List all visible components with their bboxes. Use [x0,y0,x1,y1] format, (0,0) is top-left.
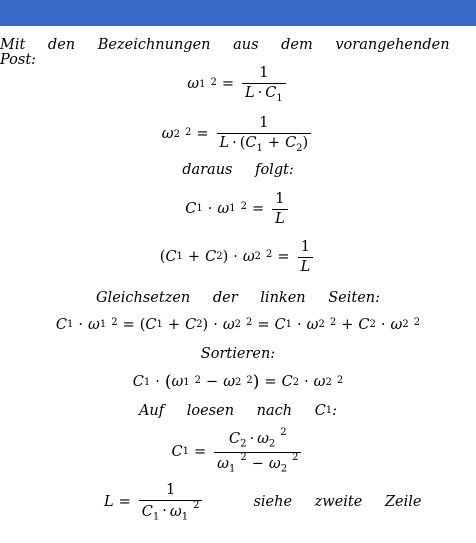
equation-solution-c1: C 1 = $\frac{C_2 \cdot \omega_2^2}{\omega_1^2 - \omega_2^2}$ [0,430,476,474]
equation-c1-omega1: C 1 · ω 1 $^2$ = $\frac{1}{L}$ [0,192,476,226]
aufloesen-text: Auf loesen nach C 1 : [138,403,338,419]
omega-symbol: ω [187,76,200,93]
header-bar [0,0,476,26]
equation-c12-omega2: ( C 1 + C 2 ) · ω 2 $^2$ = $\frac{1}{L}$ [0,240,476,274]
intro-text [0,38,476,67]
fraction: $\frac{C_2 \cdot \omega_2^2}{\omega_1^2 - \omega_2^2}$ [214,430,301,474]
equation-omega2: ω 2 $^2$ = $\frac{1}{L \cdot (C_1 + C_2)}$ [0,116,476,153]
fraction: $\frac{1}{L}$ [272,192,288,226]
daraus-folgt-text: daraus folgt: [182,162,294,178]
fraction: $\frac{1}{L}$ [298,240,314,274]
sortieren-text: Sortieren: [200,346,276,362]
fraction: $\frac{1}{C_1 \cdot \omega_1^2}$ [139,483,203,522]
fraction: $\frac{1}{L \cdot (C_1 + C_2)}$ [217,116,312,153]
intro-label: Mit den Bezeichnungen aus dem vorangehenden Post: [0,37,450,68]
equation-sorted: C 1 · ( ω 1 $^2$ − ω 2 $^2$ ) = C 2 · ω 2 $^2$ [132,372,344,392]
equation-combined: C 1 · ω 1 $^2$ = ( C 1 + C 2 ) · ω 2 $^2$ = C 1 · ω 2 $^2$ + C 2 · ω 2 $^2$ [55,317,421,333]
fraction: $\frac{1}{L \cdot C_1}$ [242,66,286,103]
equation-omega1: ω 1 $^2$ = $\frac{1}{L \cdot C_1}$ [0,66,476,103]
equation-l: L = $\frac{1}{C_1 \cdot \omega_1^2}$ siehe zweite Zeile [104,482,422,523]
gleichsetzen-text: Gleichsetzen der linken Seiten: [95,290,381,306]
siehe-text: siehe zweite Zeile [253,494,422,511]
